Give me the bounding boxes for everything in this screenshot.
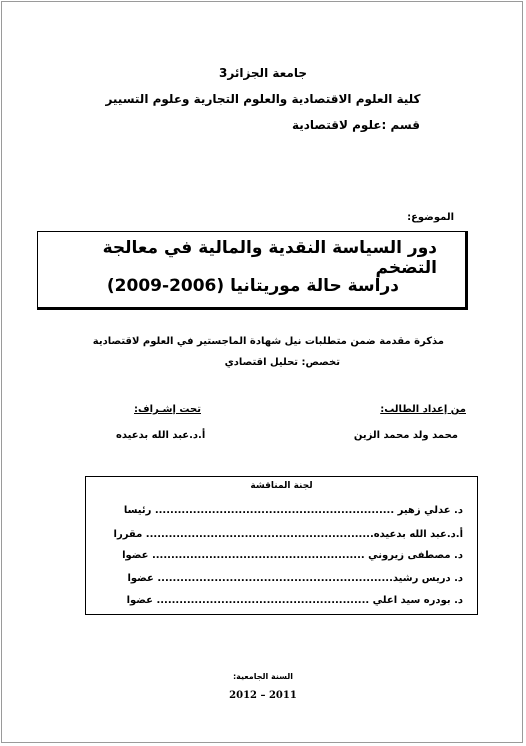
student-name: محمد ولد محمد الزين — [353, 430, 458, 441]
committee-member: د. مصطفى زيروني ........................................................ عضوا — [122, 550, 463, 561]
page-border — [1, 1, 523, 743]
committee-member: د. دريس رشيد.............................................................. عضوا — [127, 573, 463, 584]
academic-year-value: 2012 – 2011 — [229, 690, 297, 701]
committee-box — [85, 476, 478, 615]
university-name: جامعة الجزائر3 — [219, 66, 307, 80]
subject-label: الموضوع: — [407, 212, 454, 223]
thesis-title: دور السياسة النقدية والمالية في معالجة التضخم — [102, 238, 437, 278]
faculty-name: كلية العلوم الاقتصادية والعلوم التجارية وعلوم التسيير — [105, 92, 421, 106]
academic-year-label: السنة الجامعية: — [232, 672, 294, 681]
specialization: تخصص: تحليل اقتصادي — [224, 357, 340, 368]
thesis-subtitle: دراسة حالة موريتانيا (2006-2009) — [106, 276, 399, 296]
committee-title: لجنة المناقشة — [250, 481, 313, 491]
committee-member: أ.د.عبد الله بدعيده............................................................ مقررا — [113, 529, 463, 540]
committee-member: د. بودره سيد اعلي ........................................................ عضوا — [126, 595, 463, 606]
prepared-by-label: من إعداد الطالب: — [380, 404, 466, 415]
supervised-by-label: تحت إشـراف: — [134, 404, 201, 415]
committee-member: د. عدلي زهير ............................................................... رئيسا — [123, 505, 463, 516]
memo-description: مذكرة مقدمة ضمن متطلبات نيل شهادة الماجستير في العلوم لاقتصادية — [92, 336, 444, 347]
department-name: قسم :علوم لاقتصادية — [291, 118, 420, 132]
supervisor-name: أ.د.عبد الله بدعيده — [116, 430, 206, 441]
thesis-title-box — [37, 231, 468, 310]
